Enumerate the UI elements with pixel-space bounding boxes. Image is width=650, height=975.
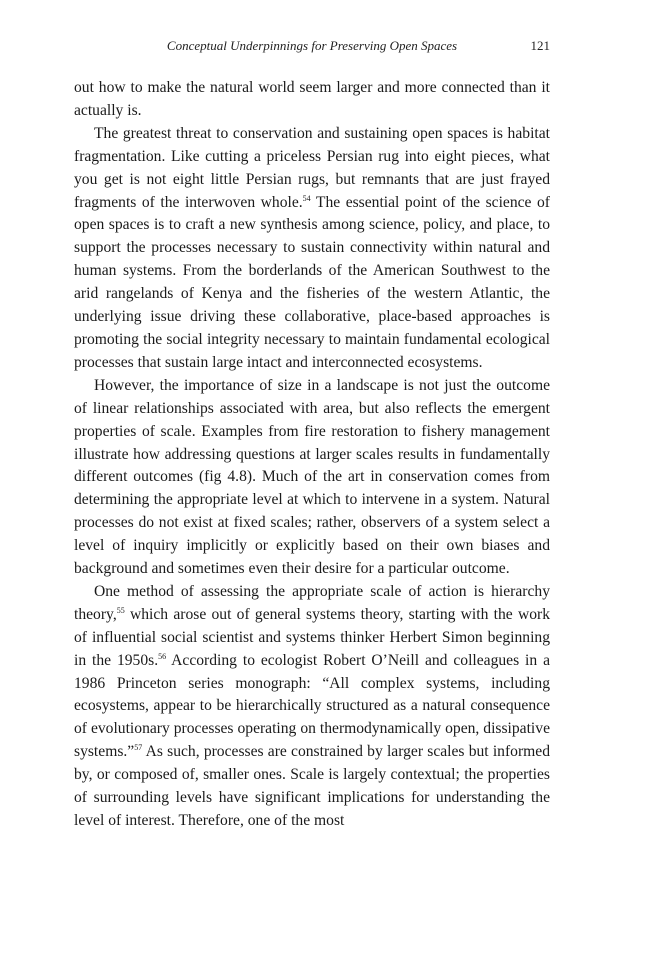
paragraph-hierarchy-theory (74, 581, 550, 833)
text-run: which arose out of general systems theory, starting with the work of influential social scientist and systems thinker Herbert Simon beginning in the 1950s. (74, 605, 550, 669)
footnote-ref-57: 57 (134, 743, 143, 753)
running-title: Conceptual Underpinnings for Preserving Open Spaces (166, 38, 458, 53)
text-run: The essential point of the science of open spaces is to craft a new synthesis among science, policy, and place, to support the processes necessary to sustain connectivity within natural and human systems. From the borderlands of the American Southwest to the arid rangelands of Kenya and the fisheries of the western Atlantic, the underlying issue driving these collaborative, place-based approaches is promoting the social integrity necessary to maintain fundamental ecological processes that sustain large intact and interconnected ecosystems. (74, 193, 550, 371)
footnote-ref-54: 54 (302, 193, 311, 203)
text-run: The greatest threat to conservation and sustaining open spaces is habitat fragmentation. Like cutting a priceless Persian rug into eight pieces, what you get is not eight little Persian rugs, but remnants that are just frayed fragments of the interwoven whole. (74, 124, 550, 211)
paragraph-fragmentation (74, 123, 550, 375)
text-run: One method of assessing the appropriate scale of action is hierarchy theory, (74, 582, 550, 623)
text-run: However, the importance of size in a landscape is not just the outcome of linear relationships associated with area, but also reflects the emergent properties of scale. Examples from fire restoration to fishery management illustrate how addressing questions at larger scales results in fundamentally different outcomes (fig 4.8). Much of the art in conservation comes from determining the appropriate level at which to intervene in a system. Natural processes do not exist at fixed scales; rather, observers of a system select a level of inquiry implicitly or explicitly based on their own biases and background and sometimes even their desire for a particular outcome. (74, 376, 550, 578)
text-run: As such, processes are constrained by larger scales but informed by, or composed of, smaller ones. Scale is largely contextual; the properties of surrounding levels have significant implications for understanding the level of interest. Therefore, one of the most (74, 743, 550, 829)
body-text (74, 77, 550, 833)
text-run: According to ecologist Robert O’Neill and colleagues in a 1986 Princeton series monograph: “All complex systems, including ecosystems, appear to be hierarchically structured as a natural consequence of evolutionary processes operating on thermodynamically open, dissipative systems.” (74, 651, 550, 761)
footnote-ref-56: 56 (158, 651, 167, 661)
text-run: out how to make the natural world seem larger and more connected than it actually is. (74, 79, 550, 119)
footnote-ref-55: 55 (116, 605, 125, 615)
paragraph-scale (74, 375, 550, 581)
running-header (74, 38, 550, 58)
paragraph-continuation (74, 77, 550, 123)
page-number: 121 (530, 38, 550, 53)
